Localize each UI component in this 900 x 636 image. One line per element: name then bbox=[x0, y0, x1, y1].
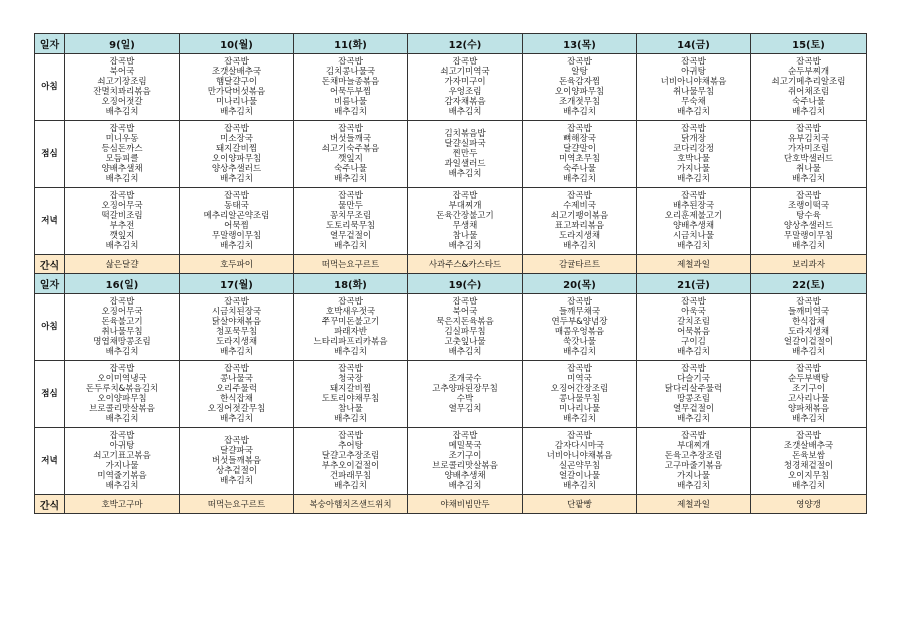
menu-items: 잡곡밥 뼈해장국 달걀말이 미역초무침 숙주나물 배추김치 bbox=[558, 124, 601, 184]
breakfast-label: 아침 bbox=[35, 54, 65, 121]
date-label: 일자 bbox=[35, 34, 65, 54]
menu-items: 잡곡밥 아귀탕 너비아니야채볶음 취나물무침 무숙채 배추김치 bbox=[660, 57, 727, 117]
menu-items: 잡곡밥 버섯들깨국 쇠고기숙주볶음 깻잎지 숙주나물 배추김치 bbox=[321, 124, 380, 184]
menu-cell bbox=[637, 428, 751, 495]
day-header: 11(화) bbox=[294, 34, 408, 54]
menu-items: 잡곡밥 미역국 오징어간장조림 콩나물무침 미나리나물 배추김치 bbox=[550, 364, 609, 424]
day-header: 14(금) bbox=[637, 34, 751, 54]
menu-items: 잡곡밥 알탕 돈육감자찜 오이양파무침 조개젓무침 배추김치 bbox=[554, 57, 605, 117]
menu-cell bbox=[65, 294, 180, 361]
menu-items: 잡곡밥 미니우동 등심돈까스 모듬피클 양배추샐채 배추김치 bbox=[101, 124, 143, 184]
menu-items: 잡곡밥 쇠고기미역국 가자미구이 우엉조림 감자채볶음 배추김치 bbox=[440, 57, 490, 117]
menu-items: 잡곡밥 아귀탕 쇠고기표고볶음 가지나물 미역줄기볶음 배추김치 bbox=[93, 431, 151, 491]
week1-lunch-row bbox=[35, 121, 867, 188]
menu-cell bbox=[523, 428, 637, 495]
menu-cell bbox=[294, 361, 408, 428]
snack-cell: 호두파이 bbox=[180, 255, 294, 274]
menu-cell bbox=[751, 188, 867, 255]
menu-items: 잡곡밥 북어국 쇠고기장조림 잔멸치꽈리볶음 오징어젓갈 배추김치 bbox=[93, 57, 151, 117]
day-header: 13(목) bbox=[523, 34, 637, 54]
menu-items: 잡곡밥 다슬기국 닭다리살주물럭 땅콩조림 열무겉절이 배추김치 bbox=[664, 364, 723, 424]
day-header: 18(화) bbox=[294, 274, 408, 294]
week1-breakfast-row bbox=[35, 54, 867, 121]
weekly-menu-table bbox=[34, 33, 867, 514]
snack-label: 간식 bbox=[35, 255, 65, 274]
menu-cell bbox=[180, 121, 294, 188]
menu-items: 잡곡밥 콩나물국 오리주물럭 한식잡채 오징어젓갈무침 배추김치 bbox=[207, 364, 266, 424]
snack-cell: 야채비빔만두 bbox=[408, 495, 523, 514]
week2-snack-row bbox=[35, 495, 867, 514]
menu-cell bbox=[751, 294, 867, 361]
menu-items: 잡곡밥 조랭이떡국 탕수육 양상추샐러드 무말랭이무침 배추김치 bbox=[783, 191, 834, 251]
day-header: 21(금) bbox=[637, 274, 751, 294]
day-header: 10(월) bbox=[180, 34, 294, 54]
menu-cell bbox=[294, 54, 408, 121]
menu-cell bbox=[408, 188, 523, 255]
menu-items: 잡곡밥 수제비국 쇠고기팽이볶음 표고꽈리볶음 도라지생채 배추김치 bbox=[550, 191, 609, 251]
menu-cell bbox=[523, 54, 637, 121]
menu-items: 잡곡밥 닭개장 코다리강정 호박나물 가지나물 배추김치 bbox=[672, 124, 715, 184]
menu-items: 잡곡밥 아욱국 갈치조림 어묵볶음 구이김 배추김치 bbox=[677, 297, 710, 357]
week2-breakfast-row bbox=[35, 294, 867, 361]
snack-cell: 제철과일 bbox=[637, 495, 751, 514]
menu-cell bbox=[294, 294, 408, 361]
menu-cell bbox=[180, 188, 294, 255]
menu-items: 잡곡밥 오징어무국 돈육불고기 취나물무침 명엽채땅콩조림 배추김치 bbox=[93, 297, 151, 357]
menu-items: 조개국수 고추양파된장무침 수박 열무김치 bbox=[432, 374, 498, 414]
snack-cell: 떠먹는요구르트 bbox=[180, 495, 294, 514]
week2-date-row bbox=[35, 274, 867, 294]
menu-items: 김치볶음밥 달걀실파국 찐만두 과일샐러드 배추김치 bbox=[444, 129, 486, 179]
menu-cell bbox=[180, 54, 294, 121]
menu-cell bbox=[751, 54, 867, 121]
menu-items: 잡곡밥 감자다시마국 너비아니야채볶음 실곤약무침 얼갈이나물 배추김치 bbox=[546, 431, 613, 491]
snack-cell: 감귤타르트 bbox=[523, 255, 637, 274]
menu-items: 잡곡밥 들깨무채국 연두부&양념장 매콤우엉볶음 쑥갓나물 배추김치 bbox=[551, 297, 608, 357]
snack-cell: 제철과일 bbox=[637, 255, 751, 274]
menu-cell bbox=[523, 361, 637, 428]
menu-items: 잡곡밥 북어국 묵은지돈육볶음 김실파무침 고춧잎나물 배추김치 bbox=[436, 297, 494, 357]
menu-cell bbox=[408, 361, 523, 428]
lunch-label: 점심 bbox=[35, 361, 65, 428]
menu-cell bbox=[180, 428, 294, 495]
snack-cell: 삶은달걀 bbox=[65, 255, 180, 274]
menu-cell bbox=[65, 54, 180, 121]
menu-items: 잡곡밥 추어탕 달걀고추장조림 부추오이겉절이 건파래무침 배추김치 bbox=[321, 431, 380, 491]
menu-items: 잡곡밥 부대찌개 돈육고추장조림 고구마줄기볶음 가지나물 배추김치 bbox=[664, 431, 723, 491]
menu-cell bbox=[523, 188, 637, 255]
menu-items: 잡곡밥 시금치된장국 닭살야채볶음 청포묵무침 도라지생채 배추김치 bbox=[211, 297, 262, 357]
week1-snack-row bbox=[35, 255, 867, 274]
menu-cell bbox=[65, 361, 180, 428]
menu-items: 잡곡밥 조갯살배추국 햄달걀구이 만가닥버섯볶음 미나리나물 배추김치 bbox=[207, 57, 266, 117]
menu-items: 잡곡밥 순두부찌개 쇠고기메추리알조림 쥐어채조림 숙주나물 배추김치 bbox=[771, 57, 846, 117]
menu-cell bbox=[65, 121, 180, 188]
day-header: 16(일) bbox=[65, 274, 180, 294]
menu-items: 잡곡밥 호박새우젓국 쭈꾸미돈불고기 파래자반 느타리파프리카볶음 배추김치 bbox=[313, 297, 388, 357]
menu-cell bbox=[294, 188, 408, 255]
menu-cell bbox=[408, 54, 523, 121]
menu-cell bbox=[637, 294, 751, 361]
menu-cell bbox=[180, 361, 294, 428]
menu-items: 잡곡밥 청국장 돼지갈비찜 도토리야채무침 참나물 배추김치 bbox=[321, 364, 380, 424]
menu-items: 잡곡밥 메밀묵국 조기구이 브로콜리맛살볶음 양배추생채 배추김치 bbox=[432, 431, 498, 491]
lunch-label: 점심 bbox=[35, 121, 65, 188]
day-header: 17(월) bbox=[180, 274, 294, 294]
snack-cell: 보리과자 bbox=[751, 255, 867, 274]
dinner-label: 저녁 bbox=[35, 428, 65, 495]
snack-cell: 복숭아햄치즈샌드위치 bbox=[294, 495, 408, 514]
menu-cell bbox=[408, 428, 523, 495]
snack-cell: 영양갱 bbox=[751, 495, 867, 514]
menu-cell bbox=[637, 121, 751, 188]
menu-cell bbox=[408, 294, 523, 361]
date-label: 일자 bbox=[35, 274, 65, 294]
day-header: 19(수) bbox=[408, 274, 523, 294]
menu-cell bbox=[65, 188, 180, 255]
day-header: 15(토) bbox=[751, 34, 867, 54]
menu-items: 잡곡밥 유부김치국 가자미조림 단호박샐러드 취나물 배추김치 bbox=[783, 124, 834, 184]
menu-items: 잡곡밥 김치콩나물국 돈채마늘종볶음 어묵두부찜 비름나물 배추김치 bbox=[321, 57, 380, 117]
menu-cell bbox=[637, 54, 751, 121]
menu-cell bbox=[523, 121, 637, 188]
snack-cell: 호박고구마 bbox=[65, 495, 180, 514]
menu-items: 잡곡밥 물만두 꽁치무조림 도토리묵무침 열무겉절이 배추김치 bbox=[325, 191, 376, 251]
menu-cell bbox=[180, 294, 294, 361]
menu-cell bbox=[751, 121, 867, 188]
day-header: 12(수) bbox=[408, 34, 523, 54]
snack-cell: 사과주스&카스타드 bbox=[408, 255, 523, 274]
menu-cell bbox=[408, 121, 523, 188]
breakfast-label: 아침 bbox=[35, 294, 65, 361]
menu-items: 잡곡밥 오징어무국 떡갈비조림 부추전 깻잎지 배추김치 bbox=[101, 191, 143, 251]
day-header: 9(일) bbox=[65, 34, 180, 54]
menu-cell bbox=[637, 361, 751, 428]
menu-cell bbox=[294, 428, 408, 495]
menu-cell bbox=[751, 361, 867, 428]
week2-dinner-row bbox=[35, 428, 867, 495]
menu-items: 잡곡밥 들깨미역국 한식잡채 도라지생채 얼갈이겉절이 배추김치 bbox=[783, 297, 834, 357]
menu-items: 잡곡밥 달걀파국 버섯들깨볶음 상추겉절이 배추김치 bbox=[211, 436, 262, 486]
week1-dinner-row bbox=[35, 188, 867, 255]
menu-items: 잡곡밥 순두부백탕 조기구이 고사리나물 양파채볶음 배추김치 bbox=[787, 364, 830, 424]
day-header: 22(토) bbox=[751, 274, 867, 294]
menu-items: 잡곡밥 오이미역냉국 돈두루치&볶음김치 오이양파무침 브로콜리맛살볶음 배추김치 bbox=[85, 364, 159, 424]
snack-label: 간식 bbox=[35, 495, 65, 514]
week2-lunch-row bbox=[35, 361, 867, 428]
menu-cell bbox=[637, 188, 751, 255]
menu-items: 잡곡밥 미소장국 돼지갈비찜 오이양파무침 양상추샐러드 배추김치 bbox=[211, 124, 262, 184]
menu-items: 잡곡밥 동태국 메추리알곤약조림 어묵찜 무말랭이무침 배추김치 bbox=[203, 191, 270, 251]
snack-cell: 단팥빵 bbox=[523, 495, 637, 514]
menu-cell bbox=[523, 294, 637, 361]
menu-items: 잡곡밥 부대찌개 돈육간장불고기 무생채 참나물 배추김치 bbox=[436, 191, 494, 251]
menu-cell bbox=[751, 428, 867, 495]
day-header: 20(목) bbox=[523, 274, 637, 294]
snack-cell: 떠먹는요구르트 bbox=[294, 255, 408, 274]
menu-cell bbox=[65, 428, 180, 495]
menu-items: 잡곡밥 조갯살배추국 돈육보쌈 청경채겉절이 오이지무침 배추김치 bbox=[783, 431, 834, 491]
menu-items: 잡곡밥 배추된장국 오리훈제불고기 양배추생채 시금치나물 배추김치 bbox=[664, 191, 723, 251]
week1-date-row bbox=[35, 34, 867, 54]
dinner-label: 저녁 bbox=[35, 188, 65, 255]
menu-cell bbox=[294, 121, 408, 188]
